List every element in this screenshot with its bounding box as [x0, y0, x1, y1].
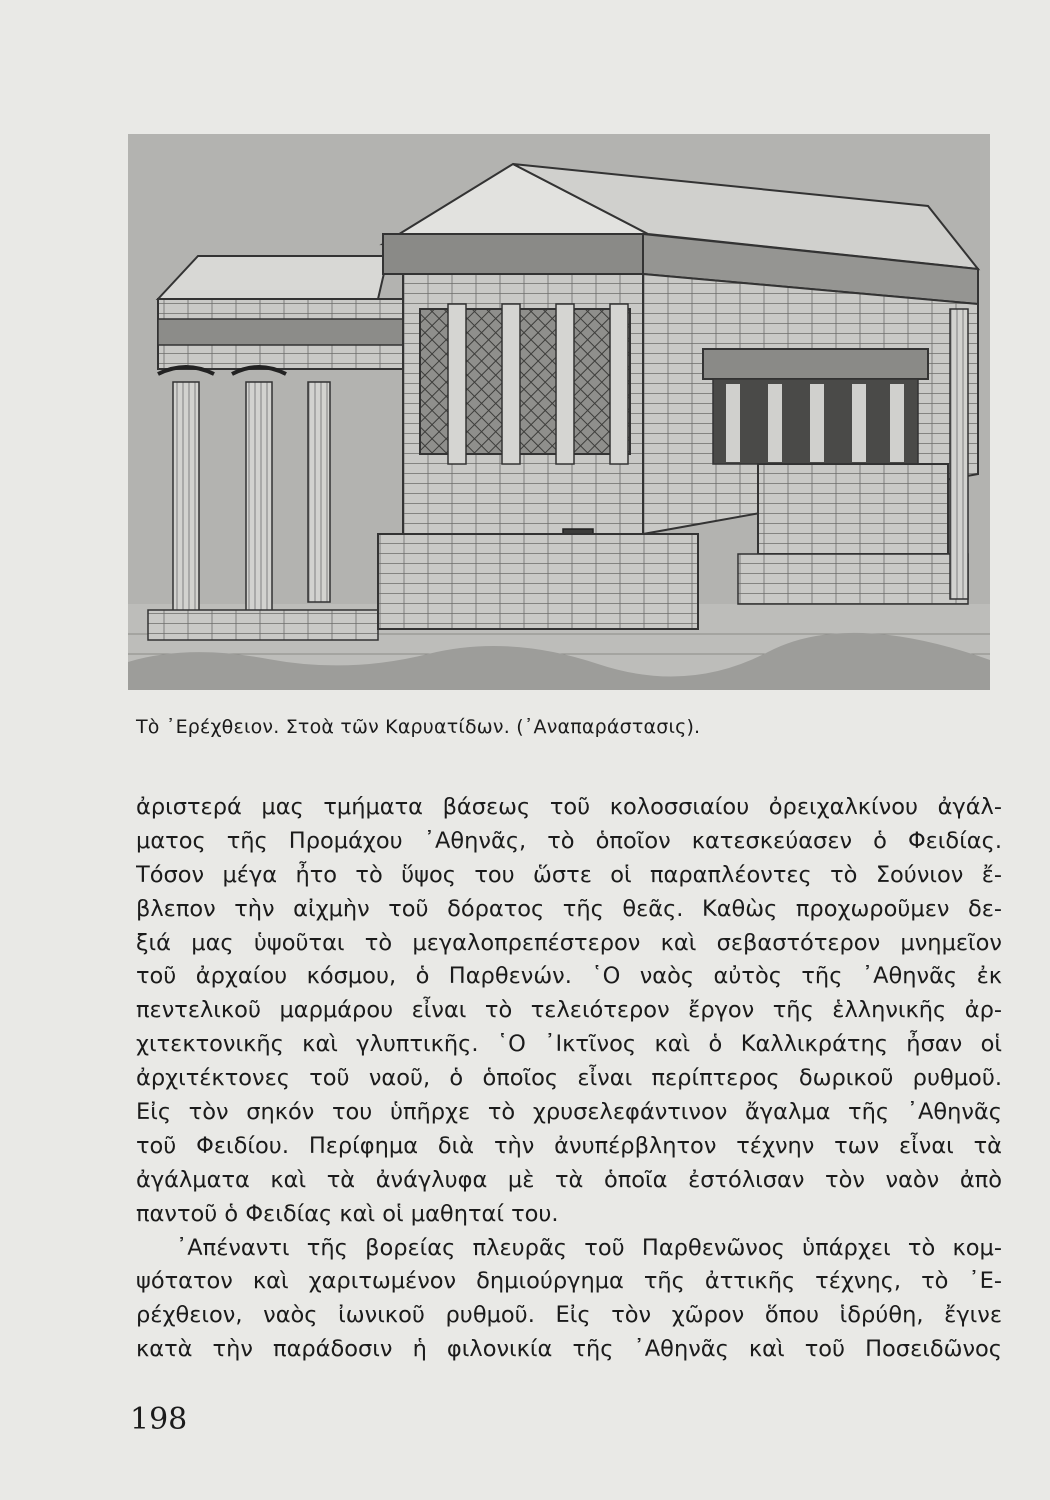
text-line: παντοῦ ὁ Φειδίας καὶ οἱ μαθηταί του. [136, 1200, 559, 1227]
text-line: Εἰς τὸν σηκόν του ὑπῆρχε τὸ χρυσελεφάντινον ἄγαλμα τῆς ᾿Αθηνᾶς [136, 1099, 1002, 1126]
text-line: τοῦ ἀρχαίου κόσμου, ὁ Παρθενών. ῾Ο ναὸς αὐτὸς τῆς ᾿Αθηνᾶς ἐκ [136, 963, 1002, 990]
text-line: κατὰ τὴν παράδοσιν ἡ φιλονικία τῆς ᾿Αθηνᾶς καὶ τοῦ Ποσειδῶνος [136, 1336, 1002, 1363]
text-line: Τόσον μέγα ἦτο τὸ ὕψος του ὥστε οἱ παραπλέοντες τὸ Σούνιον ἔ- [136, 861, 1002, 888]
text-line: χιτεκτονικῆς καὶ γλυπτικῆς. ῾Ο ᾿Ικτῖνος καὶ ὁ Καλλικράτης ἦσαν οἱ [136, 1031, 1002, 1058]
erechtheion-drawing [128, 134, 990, 690]
text-line: πεντελικοῦ μαρμάρου εἶναι τὸ τελειότερον ἔργον τῆς ἑλληνικῆς ἀρ- [136, 997, 1002, 1024]
text-line: ἀγάλματα καὶ τὰ ἀνάγλυφα μὲ τὰ ὁποῖα ἐστόλισαν τὸν ναὸν ἀπὸ [136, 1166, 1002, 1193]
text-line: ἀριστερά μας τμήματα βάσεως τοῦ κολοσσιαίου ὀρειχαλκίνου ἀγάλ- [136, 794, 1002, 820]
text-line: ρέχθειον, ναὸς ἰωνικοῦ ρυθμοῦ. Εἰς τὸν χῶρον ὅπου ἱδρύθη, ἔγινε [136, 1302, 1002, 1329]
text-line: ματος τῆς Προμάχου ᾿Αθηνᾶς, τὸ ὁποῖον κατεσκεύασεν ὁ Φειδίας. [136, 827, 1002, 854]
west-portico [148, 256, 408, 640]
erechtheion-illustration [128, 134, 990, 690]
body-text [136, 791, 1002, 1367]
figure-caption: Τὸ ᾿Ερέχθειον. Στοὰ τῶν Καρυατίδων. (᾿Αναπαράστασις). [136, 716, 701, 738]
text-line: ᾿Απέναντι τῆς βορείας πλευρᾶς τοῦ Παρθενῶνος ὑπάρχει τὸ κομ- [176, 1234, 1002, 1261]
text-line: ἀρχιτέκτονες τοῦ ναοῦ, ὁ ὁποῖος εἶναι περίπτερος δωρικοῦ ρυθμοῦ. [136, 1065, 1002, 1092]
text-line: τοῦ Φειδίου. Περίφημα διὰ τὴν ἀνυπέρβλητον τέχνην των εἶναι τὰ [136, 1132, 1002, 1159]
text-line: ξιά μας ὑψοῦται τὸ μεγαλοπρεπέστερον καὶ σεβαστότερον μνημεῖον [136, 929, 1002, 956]
page-number: 198 [130, 1402, 188, 1437]
east-column [950, 309, 968, 599]
text-line: ψότατον καὶ χαριτωμένον δημιούργημα τῆς ἀττικῆς τέχνης, τὸ ᾿Ε- [136, 1268, 1002, 1295]
text-line: βλεπον τὴν αἰχμὴν τοῦ δόρατος τῆς θεᾶς. Καθὼς προχωροῦμεν δε- [136, 895, 1002, 922]
